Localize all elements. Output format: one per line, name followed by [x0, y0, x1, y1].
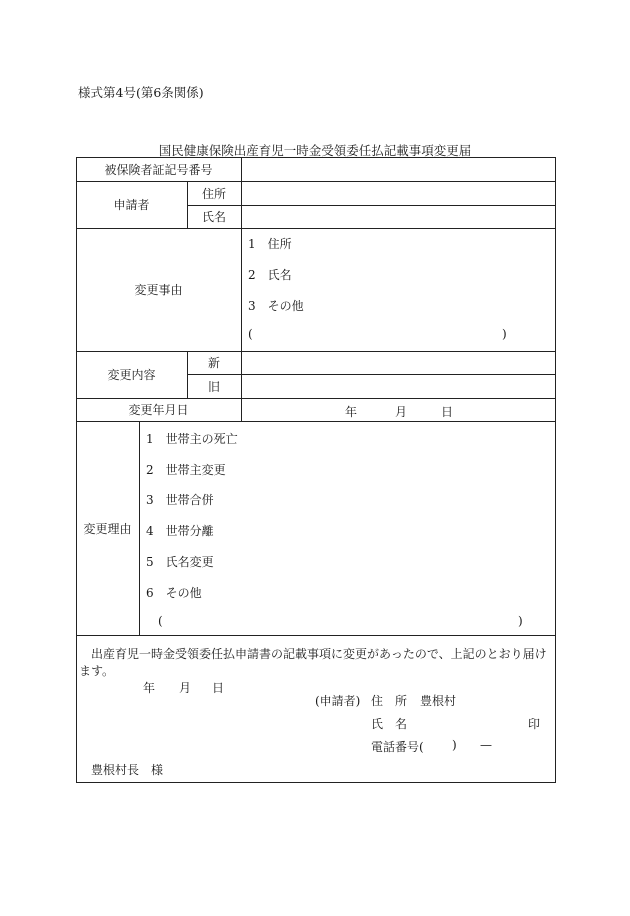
change-cause-label: 変更理由: [83, 521, 132, 536]
new-content-field[interactable]: [242, 352, 555, 373]
declaration-text-line1: 出産育児一時金受領委任払申請書の記載事項に変更があったので、上記のとおり届け: [79, 647, 547, 661]
cause-other-field[interactable]: [170, 613, 514, 631]
row-divider: [76, 421, 556, 422]
phone-number-field[interactable]: [426, 736, 450, 754]
addressee: 豊根村長 様: [91, 763, 164, 777]
change-date-label: 変更年月日: [128, 403, 189, 417]
cause-option-name-change[interactable]: 5 氏名変更: [146, 555, 214, 569]
applicant-tag: (申請者): [315, 694, 361, 708]
old-label: 旧: [207, 379, 220, 394]
cause-option-householder-change[interactable]: 2 世帯主変更: [146, 463, 226, 477]
change-reason-other-paren-close: ): [502, 327, 507, 341]
applicant-label: 申請者: [113, 198, 150, 212]
document-title: 国民健康保険出産育児一時金受領委任払記載事項変更届: [158, 143, 472, 158]
phone-dash: —: [480, 738, 492, 752]
cause-other-paren-close: ): [518, 614, 523, 628]
cause-option-householder-death[interactable]: 1 世帯主の死亡: [146, 432, 238, 446]
column-divider: [139, 421, 140, 636]
cause-option-household-split[interactable]: 4 世帯分離: [146, 524, 214, 538]
row-divider: [76, 635, 556, 636]
phone-label: 電話番号(: [371, 740, 424, 754]
applicant-name-label: 氏名: [201, 210, 226, 224]
change-content-label: 変更内容: [107, 368, 156, 382]
date-year-label: 年: [345, 405, 358, 419]
insured-number-field[interactable]: [242, 158, 555, 180]
change-reason-option-name[interactable]: 2 氏名: [248, 268, 292, 282]
declaration-year: 年: [143, 681, 156, 695]
change-reason-option-other[interactable]: 3 その他: [248, 299, 304, 313]
applicant-address-label: 住所: [201, 186, 226, 201]
declaration-month: 月: [179, 681, 192, 695]
declaration-name-label: 氏 名: [371, 717, 408, 731]
cause-option-other[interactable]: 6 その他: [146, 586, 202, 600]
new-label: 新: [207, 356, 220, 370]
seal-mark: 印: [528, 717, 541, 731]
date-day-label: 日: [441, 405, 454, 419]
date-month-label: 月: [395, 405, 408, 419]
old-content-field[interactable]: [242, 375, 555, 397]
change-reason-label: 変更事由: [134, 283, 183, 297]
declaration-name-field[interactable]: [420, 713, 520, 731]
column-divider: [241, 228, 242, 352]
cause-option-household-merge[interactable]: 3 世帯合併: [146, 493, 214, 507]
phone-paren-close: ): [452, 738, 457, 752]
cause-other-paren-open: (: [158, 614, 163, 628]
applicant-name-field[interactable]: [242, 206, 555, 227]
declaration-address-label: 住 所: [371, 694, 408, 708]
declaration-day: 日: [212, 681, 225, 695]
change-reason-option-address[interactable]: 1 住所: [248, 237, 292, 251]
applicant-address-field[interactable]: [242, 182, 555, 204]
insured-number-label: 被保険者証記号番号: [104, 162, 213, 177]
form-number: 様式第4号(第6条関係): [78, 85, 204, 100]
change-reason-other-field[interactable]: [260, 326, 498, 344]
declaration-village: 豊根村: [420, 694, 457, 708]
change-reason-other-paren-open: (: [248, 327, 253, 341]
declaration-text-line2: ます。: [79, 664, 115, 678]
